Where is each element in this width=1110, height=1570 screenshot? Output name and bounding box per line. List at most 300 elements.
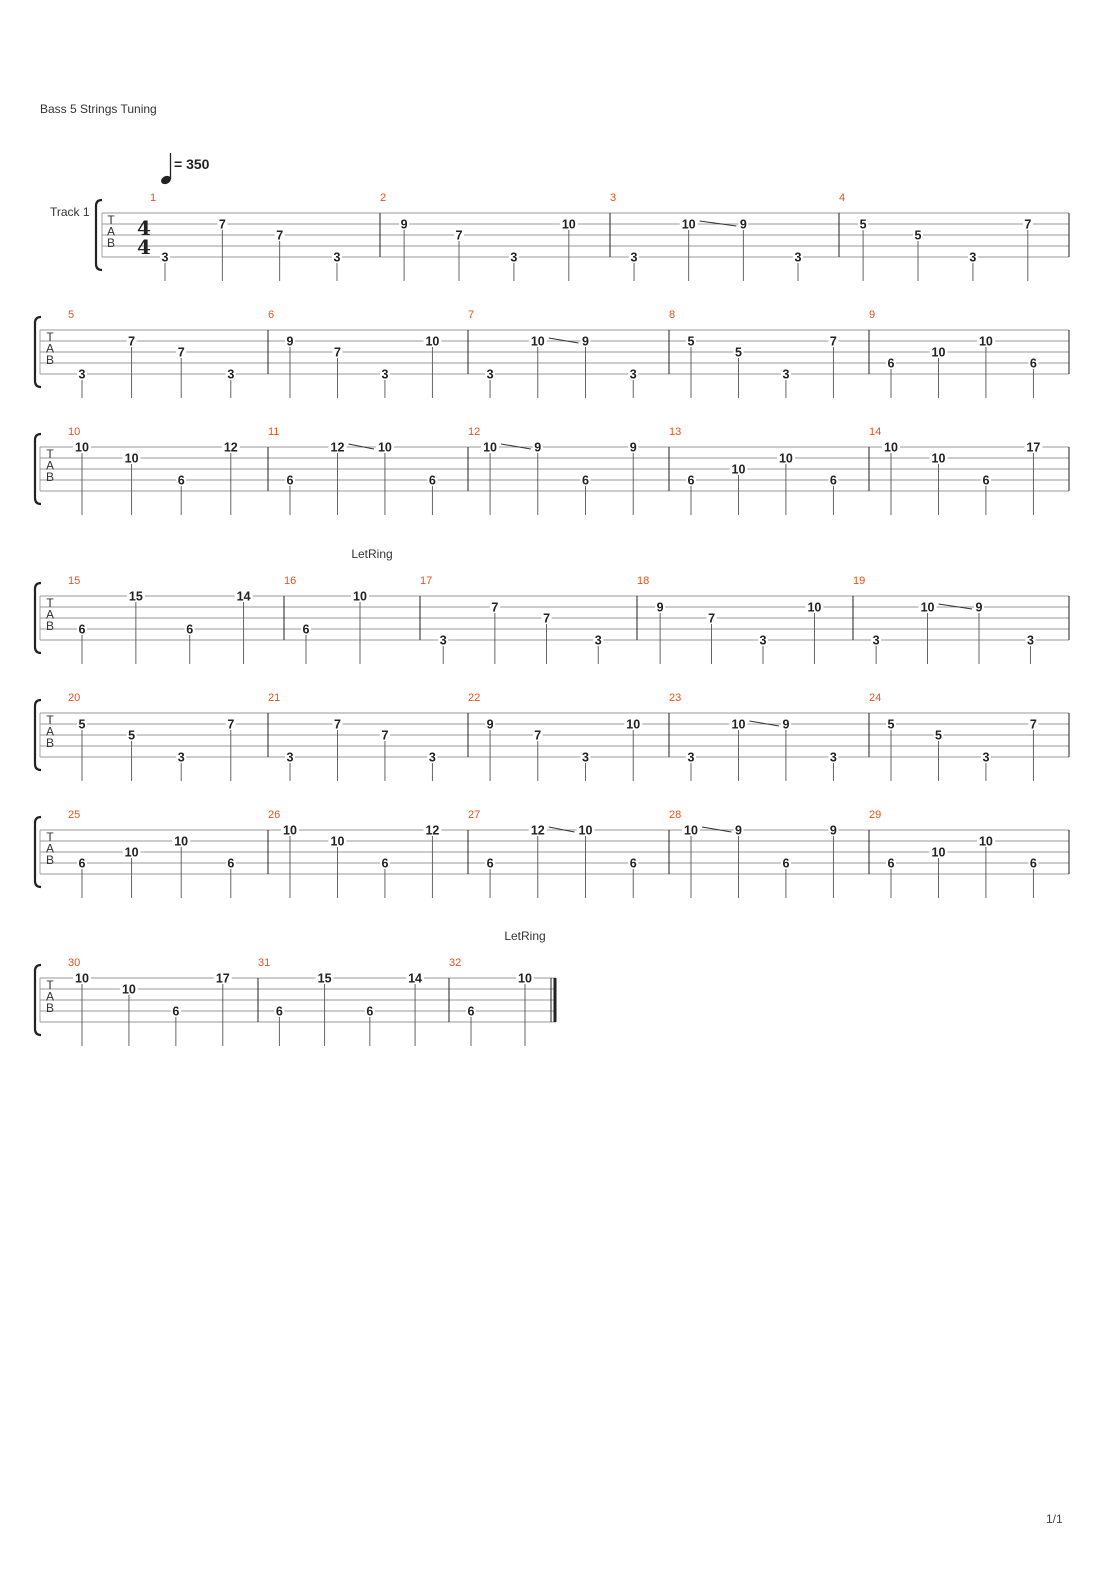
fret-number: 10 <box>518 971 532 986</box>
fret-number: 10 <box>283 823 297 838</box>
tab-note <box>399 218 409 282</box>
fret-number: 9 <box>629 440 637 455</box>
bar-number: 12 <box>468 426 481 438</box>
tab-note <box>285 751 295 782</box>
measure <box>268 692 468 781</box>
bar-number: 23 <box>669 692 682 704</box>
tab-note <box>929 452 947 516</box>
fret-number: 6 <box>227 856 235 871</box>
bar-number: 10 <box>68 426 81 438</box>
fret-number: 6 <box>582 473 589 488</box>
tab-note <box>655 601 665 665</box>
fret-number: 10 <box>931 451 946 466</box>
fret-number: 5 <box>128 728 136 743</box>
bar-number: 31 <box>258 957 271 969</box>
fret-number: 6 <box>428 473 436 488</box>
tab-note <box>968 251 978 282</box>
tab-note <box>680 218 737 282</box>
tab-note <box>828 824 838 899</box>
staff-system <box>35 692 1069 781</box>
fret-number: 10 <box>578 823 593 838</box>
fret-number: 7 <box>829 334 837 349</box>
tab-note <box>682 824 731 899</box>
fret-number: 3 <box>381 367 389 382</box>
tab-note <box>171 1005 181 1047</box>
fret-number: 3 <box>177 750 185 765</box>
fret-number: 3 <box>687 750 695 765</box>
fret-number: 17 <box>215 971 230 986</box>
tab-clef-letter: T <box>46 978 54 992</box>
fret-number: 3 <box>872 633 880 648</box>
bar-number: 8 <box>669 309 676 321</box>
fret-number: 5 <box>734 345 742 360</box>
tab-note <box>1028 357 1038 399</box>
fret-number: 14 <box>236 589 251 604</box>
tab-note <box>576 824 594 899</box>
measure <box>284 575 420 664</box>
tab-clef-letter: B <box>106 236 116 250</box>
tab-clef-letter: T <box>46 713 54 727</box>
tab-note <box>629 251 639 282</box>
fret-number: 10 <box>75 440 89 455</box>
tab-note <box>485 718 495 782</box>
measure <box>669 692 869 781</box>
fret-number: 7 <box>227 717 235 732</box>
tab-note <box>977 835 995 899</box>
fret-number: 3 <box>333 250 341 265</box>
tab-note <box>235 590 253 665</box>
tab-note <box>929 846 947 899</box>
fret-number: 3 <box>969 250 977 265</box>
fret-number: 10 <box>626 717 641 732</box>
fret-number: 6 <box>982 473 990 488</box>
fret-number: 3 <box>594 633 602 648</box>
fret-number: 12 <box>425 823 440 838</box>
fret-number: 10 <box>684 823 698 838</box>
fret-number: 7 <box>543 611 551 626</box>
tab-note <box>490 601 500 665</box>
fret-number: 6 <box>78 856 86 871</box>
quarter-note-icon <box>160 153 173 186</box>
measure <box>610 192 839 281</box>
fret-number: 6 <box>177 473 185 488</box>
fret-number: 10 <box>681 217 696 232</box>
fret-number: 9 <box>829 823 837 838</box>
fret-number: 10 <box>121 982 136 997</box>
tab-note <box>217 218 227 282</box>
tab-clef-letter: B <box>45 470 55 484</box>
tab-note <box>913 229 923 282</box>
fret-number: 10 <box>330 834 345 849</box>
tab-clef-letter: T <box>46 330 54 344</box>
fret-number: 9 <box>739 217 747 232</box>
fret-number: 6 <box>887 856 895 871</box>
fret-number: 10 <box>884 440 898 455</box>
fret-number: 3 <box>428 750 436 765</box>
measure <box>268 426 468 515</box>
fret-number: 7 <box>455 228 463 243</box>
fret-number: 7 <box>1029 717 1037 732</box>
tab-note <box>332 346 342 399</box>
tab-note <box>275 229 285 282</box>
tab-note <box>285 335 295 399</box>
tab-note <box>1028 857 1038 899</box>
tab-note <box>981 474 991 516</box>
tab-note <box>73 441 91 516</box>
tab-note <box>974 601 984 665</box>
fret-number: 6 <box>467 1004 475 1019</box>
fret-number: 9 <box>400 217 408 232</box>
tab-note <box>1023 218 1033 282</box>
tab-note <box>226 857 236 899</box>
fret-number: 10 <box>353 589 367 604</box>
tab-note <box>733 824 743 899</box>
tab-note <box>365 1005 375 1047</box>
bar-number: 27 <box>468 809 481 821</box>
tab-note <box>427 751 437 782</box>
measure <box>258 957 449 1046</box>
tab-note <box>77 718 87 782</box>
time-signature-top: 4 <box>137 216 151 240</box>
fret-number: 7 <box>381 728 389 743</box>
measure <box>637 575 853 664</box>
tab-note <box>886 857 896 899</box>
fret-number: 17 <box>1026 440 1041 455</box>
bar-number: 16 <box>284 575 297 587</box>
tab-note <box>214 972 232 1047</box>
fret-number: 10 <box>425 334 440 349</box>
tab-note <box>886 718 896 782</box>
fret-number: 6 <box>381 856 389 871</box>
fret-number: 6 <box>629 856 637 871</box>
tab-note <box>624 718 642 782</box>
tab-note <box>185 623 195 665</box>
fret-number: 10 <box>377 440 392 455</box>
tab-note <box>805 601 823 665</box>
fret-number: 3 <box>439 633 447 648</box>
measure <box>853 575 1069 664</box>
fret-number: 10 <box>731 462 746 477</box>
tab-clef-letter: T <box>46 830 54 844</box>
tab-note <box>533 441 543 516</box>
slide-line <box>702 827 731 832</box>
fret-number: 10 <box>778 451 793 466</box>
measure <box>468 309 669 398</box>
slide-line <box>749 721 778 726</box>
tab-note <box>686 751 696 782</box>
tab-note <box>882 441 900 516</box>
tab-note <box>123 452 141 516</box>
tab-note <box>466 1005 476 1047</box>
bar-number: 2 <box>380 192 387 204</box>
tab-note <box>738 218 748 282</box>
tab-note <box>351 590 369 665</box>
fret-number: 3 <box>629 367 637 382</box>
tab-note <box>285 474 295 516</box>
measure <box>150 192 380 281</box>
measure <box>68 809 268 898</box>
tab-note <box>485 857 495 899</box>
tab-clef-letter: B <box>45 619 55 633</box>
bar-number: 30 <box>68 957 81 969</box>
tab-clef-letter: A <box>45 724 55 739</box>
tab-note <box>423 824 441 899</box>
bar-number: 1 <box>150 192 157 204</box>
fret-number: 12 <box>330 440 345 455</box>
tab-note <box>328 441 373 516</box>
tab-note <box>628 368 638 399</box>
page-number: 1/1 <box>1046 1512 1063 1526</box>
tab-note <box>733 346 743 399</box>
fret-number: 9 <box>734 823 742 838</box>
fret-number: 10 <box>807 600 822 615</box>
staff-system <box>35 309 1069 398</box>
tab-note <box>222 441 240 516</box>
fret-number: 7 <box>1024 217 1032 232</box>
fret-number: 14 <box>408 971 423 986</box>
time-signature-bottom: 4 <box>137 235 151 259</box>
fret-number: 6 <box>186 622 194 637</box>
bar-number: 21 <box>268 692 281 704</box>
measure <box>420 575 637 664</box>
fret-number: 3 <box>582 750 589 765</box>
tab-note <box>73 972 91 1047</box>
tab-note <box>542 612 552 665</box>
staff-system <box>35 929 556 1046</box>
fret-number: 6 <box>486 856 494 871</box>
fret-number: 6 <box>887 356 895 371</box>
measure <box>68 957 258 1046</box>
fret-number: 7 <box>491 600 499 615</box>
tab-note <box>686 335 696 399</box>
measure <box>839 192 1069 281</box>
tab-note <box>328 835 346 899</box>
tab-note <box>332 251 342 282</box>
staff-system <box>35 426 1069 515</box>
bar-number: 14 <box>869 426 882 438</box>
tempo-value: = 350 <box>174 156 210 172</box>
slide-line <box>501 444 531 449</box>
measure <box>268 809 468 898</box>
tab-note <box>871 634 881 665</box>
tab-clef-letter: T <box>46 447 54 461</box>
fret-number: 10 <box>124 451 139 466</box>
fret-number: 3 <box>759 633 767 648</box>
tab-note <box>529 824 575 899</box>
tab-note <box>127 590 145 665</box>
tab-note <box>380 729 390 782</box>
bar-number: 25 <box>68 809 81 821</box>
fret-number: 15 <box>317 971 332 986</box>
tab-note <box>172 835 190 899</box>
tab-clef-letter: A <box>45 607 55 622</box>
bar-number: 13 <box>669 426 682 438</box>
tab-note <box>533 729 543 782</box>
tab-note <box>226 718 236 782</box>
tab-note <box>593 634 603 665</box>
tab-clef-letter: A <box>45 841 55 856</box>
fret-number: 6 <box>172 1004 180 1019</box>
fret-number: 15 <box>128 589 143 604</box>
measure <box>669 426 869 515</box>
tab-clef-letter: A <box>45 989 55 1004</box>
measure <box>380 192 610 281</box>
tab-clef-letter: A <box>45 458 55 473</box>
fret-number: 10 <box>75 971 89 986</box>
fret-number: 3 <box>161 250 169 265</box>
tab-note <box>828 751 838 782</box>
tab-note <box>981 751 991 782</box>
fret-number: 6 <box>1029 356 1037 371</box>
tab-note <box>77 623 87 665</box>
fret-number: 6 <box>366 1004 374 1019</box>
bar-number: 11 <box>268 426 280 438</box>
measure <box>68 692 268 781</box>
tab-note <box>793 251 803 282</box>
fret-number: 7 <box>128 334 136 349</box>
fret-number: 12 <box>223 440 238 455</box>
tab-note <box>274 1005 284 1047</box>
fret-number: 6 <box>302 622 310 637</box>
track-name: Track 1 <box>50 205 90 219</box>
fret-number: 10 <box>483 440 498 455</box>
measure <box>68 426 268 515</box>
measure <box>268 309 468 398</box>
measure <box>449 957 555 1046</box>
fret-number: 7 <box>177 345 185 360</box>
tab-note <box>729 463 747 516</box>
fret-number: 10 <box>561 217 576 232</box>
bar-number: 28 <box>669 809 682 821</box>
fret-number: 3 <box>486 367 494 382</box>
fret-number: 5 <box>914 228 922 243</box>
measure <box>869 426 1069 515</box>
bar-number: 6 <box>268 309 275 321</box>
tab-note <box>127 729 137 782</box>
measure <box>869 309 1069 398</box>
tab-note <box>1028 718 1038 782</box>
fret-number: 10 <box>530 334 545 349</box>
measure <box>468 692 669 781</box>
tab-clef-letter: T <box>46 596 54 610</box>
tab-note <box>828 335 838 399</box>
staff-system <box>50 192 1069 281</box>
fret-number: 6 <box>1029 856 1037 871</box>
fret-number: 3 <box>782 367 790 382</box>
tab-note <box>485 368 495 399</box>
fret-number: 9 <box>582 334 589 349</box>
fret-number: 3 <box>794 250 802 265</box>
fret-number: 5 <box>687 334 695 349</box>
fret-number: 5 <box>859 217 867 232</box>
tab-note <box>580 474 590 516</box>
staff-system <box>35 547 1069 664</box>
fret-number: 10 <box>920 600 935 615</box>
measure <box>468 809 669 898</box>
tab-clef-letter: A <box>45 341 55 356</box>
fret-number: 9 <box>534 440 542 455</box>
tab-note <box>707 612 717 665</box>
bar-number: 15 <box>68 575 81 587</box>
tab-note <box>686 474 696 516</box>
tab-clef-letter: B <box>45 853 55 867</box>
tab-note <box>380 368 390 399</box>
tab-note <box>120 983 138 1047</box>
tab-note <box>781 368 791 399</box>
bar-number: 4 <box>839 192 846 204</box>
fret-number: 10 <box>978 834 993 849</box>
tab-note <box>380 857 390 899</box>
bar-number: 18 <box>637 575 650 587</box>
bar-number: 5 <box>68 309 75 321</box>
tab-note <box>77 368 87 399</box>
tab-note <box>1025 634 1035 665</box>
tab-note <box>281 824 299 899</box>
bar-number: 9 <box>869 309 876 321</box>
tab-note <box>729 718 778 782</box>
fret-number: 12 <box>530 823 545 838</box>
fret-number: 6 <box>829 473 837 488</box>
tab-note <box>628 857 638 899</box>
fret-number: 7 <box>333 717 341 732</box>
fret-number: 5 <box>887 717 895 732</box>
fret-number: 3 <box>510 250 518 265</box>
bar-number: 19 <box>853 575 866 587</box>
fret-number: 6 <box>78 622 86 637</box>
tab-note <box>758 634 768 665</box>
fret-number: 9 <box>286 334 294 349</box>
tab-note <box>777 452 795 516</box>
fret-number: 10 <box>931 345 946 360</box>
tab-note <box>628 441 638 516</box>
tab-note <box>1024 441 1042 516</box>
fret-number: 3 <box>630 250 638 265</box>
let-ring-annotation: LetRing <box>351 547 393 561</box>
tab-note <box>427 474 437 516</box>
bar-number: 24 <box>869 692 882 704</box>
tab-note <box>781 718 791 782</box>
fret-number: 10 <box>174 834 189 849</box>
fret-number: 9 <box>656 600 664 615</box>
fret-number: 6 <box>275 1004 283 1019</box>
tab-note <box>176 751 186 782</box>
tab-note <box>160 251 170 282</box>
bar-number: 32 <box>449 957 462 969</box>
fret-number: 6 <box>286 473 294 488</box>
tab-note <box>226 368 236 399</box>
slide-line <box>700 221 737 226</box>
fret-number: 3 <box>286 750 294 765</box>
fret-number: 3 <box>78 367 86 382</box>
fret-number: 3 <box>227 367 235 382</box>
let-ring-annotation: LetRing <box>504 929 546 943</box>
fret-number: 9 <box>975 600 983 615</box>
fret-number: 3 <box>982 750 990 765</box>
tab-note <box>886 357 896 399</box>
tab-note <box>509 251 519 282</box>
fret-number: 10 <box>124 845 139 860</box>
tab-note <box>123 846 141 899</box>
tab-note <box>933 729 943 782</box>
tab-note <box>580 335 590 399</box>
bar-number: 29 <box>869 809 882 821</box>
measure <box>869 809 1069 898</box>
fret-number: 10 <box>931 845 946 860</box>
tab-note <box>828 474 838 516</box>
tab-note <box>858 218 868 282</box>
bar-number: 22 <box>468 692 481 704</box>
tab-clef-letter: T <box>107 213 115 227</box>
